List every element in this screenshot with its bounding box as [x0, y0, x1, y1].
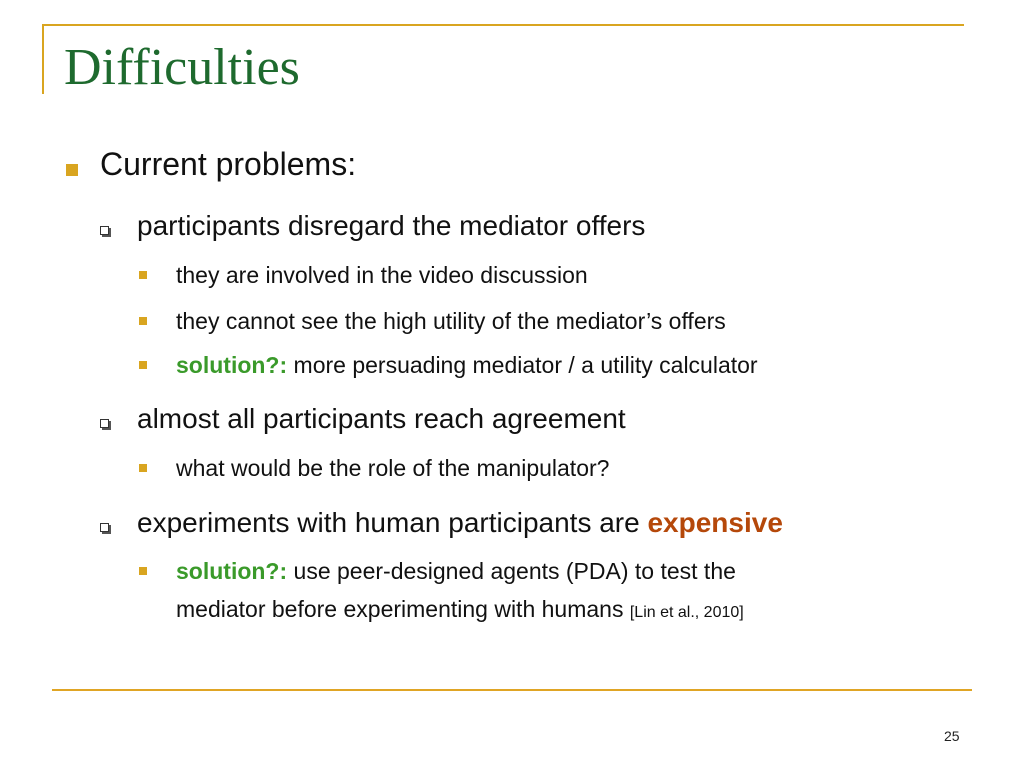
top-rule [42, 24, 964, 26]
bullet-text [176, 352, 758, 379]
bullet-text: they cannot see the high utility of the mediator’s offers [176, 308, 726, 334]
hollow-square-bullet-icon [100, 419, 109, 428]
solution-text-line2-body: mediator before experimenting with humans [176, 596, 630, 622]
solution-label: solution?: [176, 558, 288, 584]
solution-label: solution?: [176, 352, 288, 378]
solution-text-line2 [176, 596, 744, 622]
square-bullet-icon [139, 567, 147, 575]
hollow-square-bullet-icon [100, 226, 109, 235]
bullet-text: what would be the role of the manipulator? [176, 455, 610, 481]
bullet-text [137, 507, 783, 539]
bullet-solution-2-continued [176, 596, 744, 623]
square-bullet-icon [139, 464, 147, 472]
square-bullet-icon [139, 317, 147, 325]
solution-text: more persuading mediator / a utility calculator [287, 352, 758, 378]
bullet-text: almost all participants reach agreement [137, 403, 626, 434]
square-bullet-icon [139, 361, 147, 369]
hollow-square-bullet-icon [100, 523, 109, 532]
square-bullet-icon [139, 271, 147, 279]
solution-text-line1: use peer-designed agents (PDA) to test the [287, 558, 736, 584]
bullet-text: participants disregard the mediator offers [137, 210, 646, 241]
square-bullet-icon [66, 164, 78, 176]
left-rule [42, 24, 44, 94]
bullet-text: Current problems: [100, 146, 357, 182]
bullet-text [176, 558, 736, 585]
expensive-emphasis: expensive [647, 507, 783, 538]
bottom-rule [52, 689, 972, 691]
bullet-text: they are involved in the video discussion [176, 262, 588, 288]
page-number: 25 [944, 728, 960, 744]
citation: [Lin et al., 2010] [629, 604, 744, 621]
slide-title: Difficulties [64, 39, 300, 96]
experiments-text: experiments with human participants are [137, 507, 648, 538]
